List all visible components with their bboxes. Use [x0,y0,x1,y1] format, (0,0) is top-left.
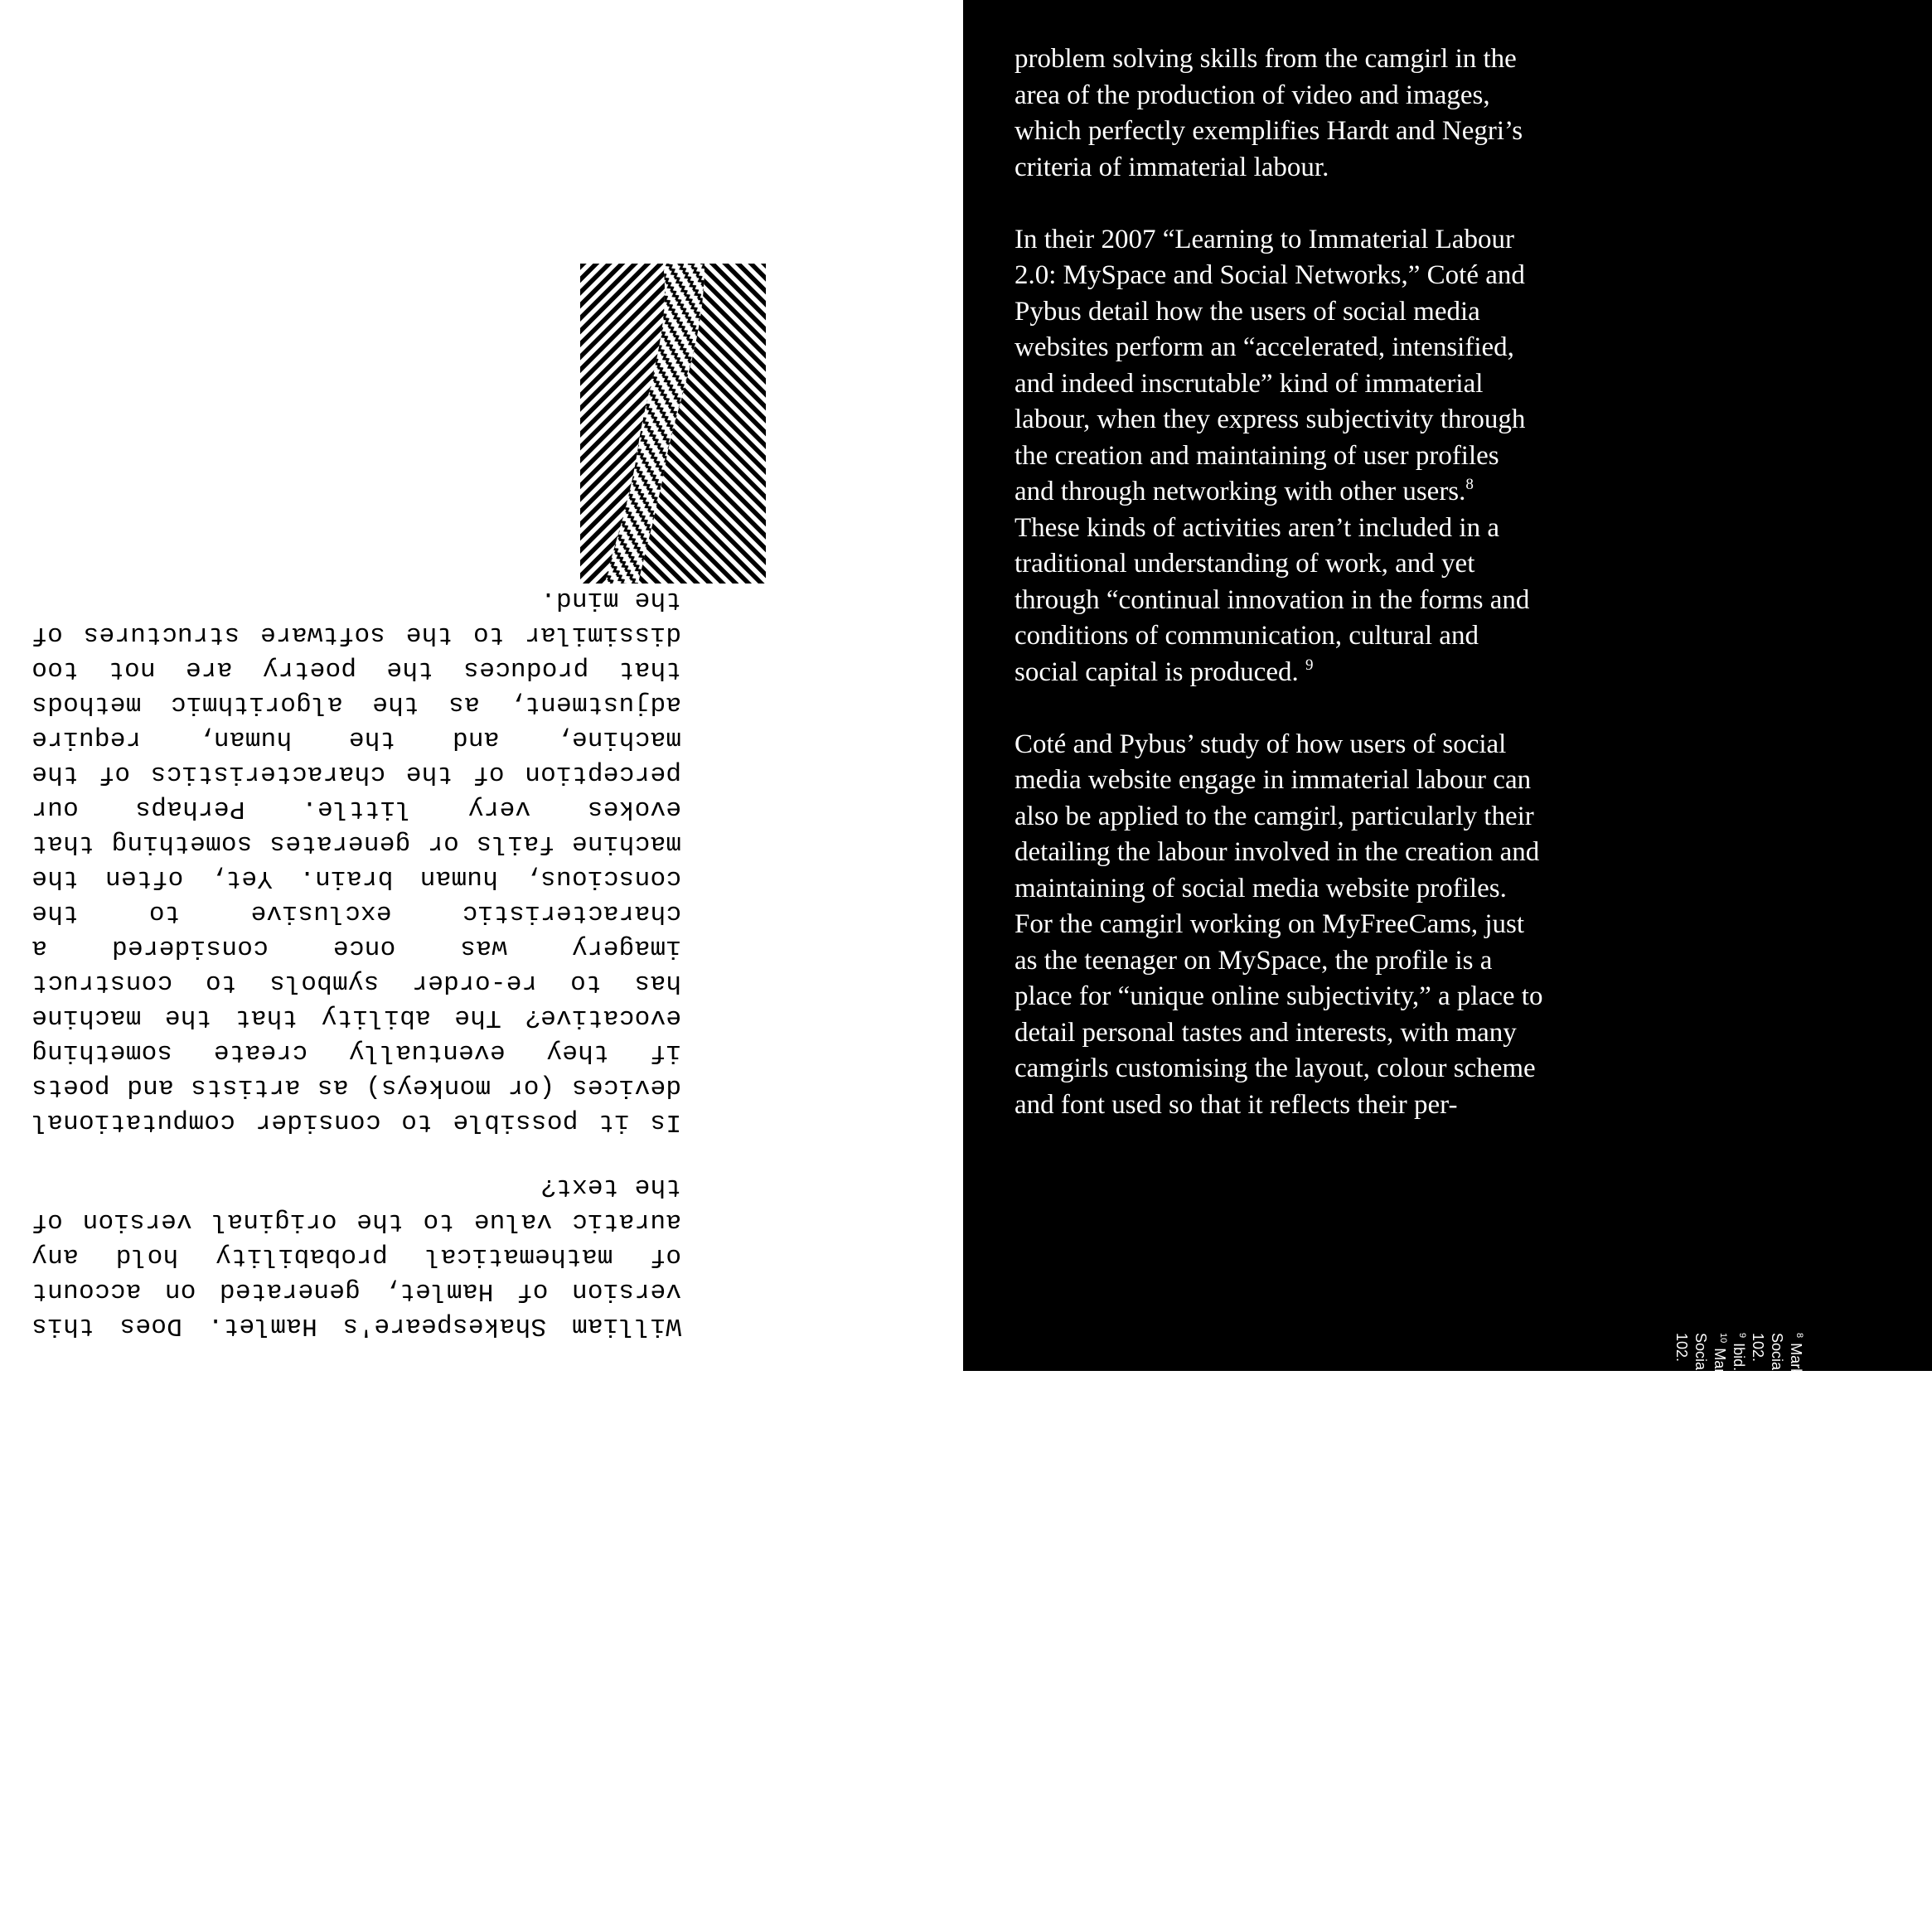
footnote-ref: 8 [1465,476,1474,493]
footnote-text: Ibid. 103. [1731,1343,1747,1405]
flipped-text-block-upper [31,1172,681,1343]
left-page [0,0,963,1371]
footnote-ref: 9 [1305,656,1314,674]
flipped-paragraph: William Shakespeare's Hamlet. Does this version of Hamlet, generated on account of mathematical probability hold any auratic value to the original version of the text? [31,1172,681,1340]
footnote [1729,1333,1748,1913]
paragraph-text: In their 2007 “Learning to Immaterial Labour 2.0: MySpace and Social Networks,” Coté and Pybus detail how the users of social media websites perform an “accelerated, intensified, and indeed inscrutable” kind of immaterial labour, when they express subjectivity through the creation and maintaining of user profiles and through networking with other users. [1014,224,1526,506]
footnote-number: 8 [1794,1333,1804,1339]
footnote [1672,1333,1729,1913]
paragraph: problem solving skills from the camgirl in the area of the production of video and images, which perfectly exemplifies Hardt and Negri’s criteria of immaterial labour. [1014,44,1523,182]
op-art-pattern-image [580,264,766,584]
paragraph: Coté and Pybus’ study of how users of social media website engage in immaterial labour can also be applied to the camgirl, particularly their detailing the labour involved in the creation and maintaining of social media website profiles. For the camgirl working on MyFreeCams, just as the teenager on MySpace, the profile is a place for “unique online subjectivity,” a place to detail personal tastes and interests, with many camgirls customising the layout, colour scheme and font used so that it reflects their per- [1014,729,1543,1120]
footnote [1748,1333,1805,1913]
body-text [1014,41,1545,1160]
footnote-text: Mark Coté and Jennifer Pybus, “Learning to Immaterial Labour 2.0: MySpace and Social Networks,” Ephemera: Theory & Politics in Organisation 7, no. 1 (2007): 88-106, 102. [1673,1333,1728,1907]
footnote-number: 10 [1718,1333,1728,1344]
footnote-journal: Ephemera: Theory & Politics in Organisation [1769,1453,1785,1747]
flipped-paragraph: Is it possible to consider computational devices (or monkeys) as artists and poets if they eventually create something evocative? The ability that the machine has to re-order symbols to construct imagery was once considered a characteristic exclusive to the conscious, human brain. Yet, often the machine fails or generates something that evokes very little. Perhaps our perception of the characteristics of the machine, and the human, require adjustment, as the algorithmic methods that produces the poetry are not too dissimilar to the software structures of the mind. [31,585,681,1136]
paragraph [1014,222,1545,691]
footnote-text: 7, no. 1 (2007): 88-106, 102. [1750,1333,1785,1907]
paragraph-text: These kinds of activities aren’t included in a traditional understanding of work, and yet through “continual innovation in the forms and conditions of communication, cultural and social capital is produced. [1014,512,1530,687]
right-page [963,0,1932,1907]
footnote-number: 9 [1737,1333,1747,1339]
footnote-text: Mark Coté and Jennifer Pybus, “Learning to Immaterial Labour 2.0: MySpace and Social Networks,” [1769,1333,1804,1881]
flipped-text-block-lower [31,585,681,1139]
footnotes [1672,1333,1805,1913]
